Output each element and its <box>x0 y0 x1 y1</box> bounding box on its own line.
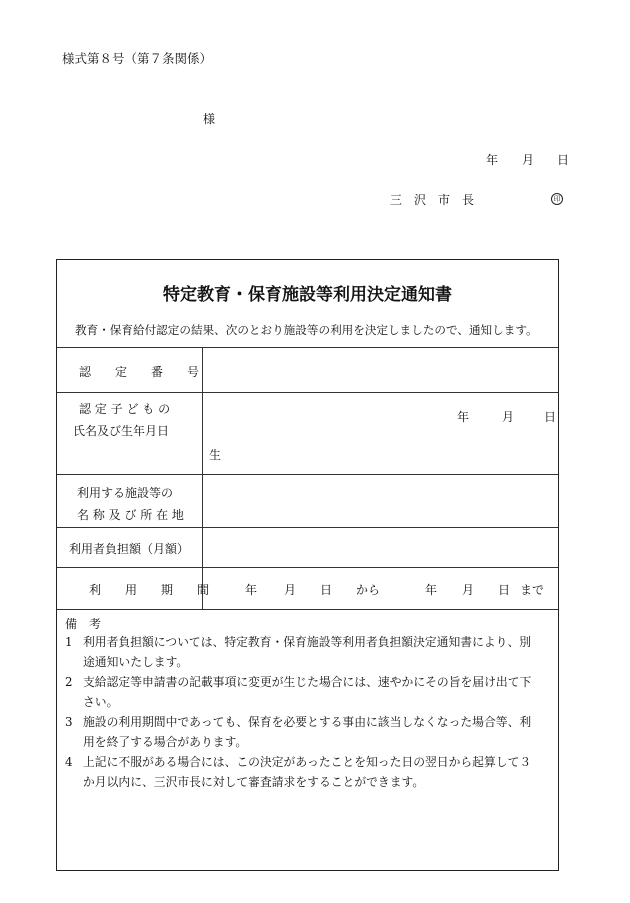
note-text: 利用者負担額については、特定教育・保育施設等利用者負担額決定通知書により、別 <box>83 635 532 649</box>
cert-number-field[interactable] <box>207 356 557 390</box>
divider <box>57 527 558 528</box>
note-number: 4 <box>65 755 73 769</box>
divider <box>57 347 558 348</box>
divider <box>57 609 558 610</box>
note-text: 施設の利用期間中であっても、保育を必要とする事由に該当しなくなった場合等、利 <box>83 715 532 729</box>
cert-number-label: 認 定 番 号 <box>79 365 200 379</box>
period-end-month: 月 <box>462 583 475 597</box>
form-intro: 教育・保育給付認定の結果、次のとおり施設等の利用を決定しましたので、通知します。 <box>75 323 538 337</box>
period-start-year: 年 <box>245 583 258 597</box>
divider <box>57 392 558 393</box>
note-item <box>65 672 555 712</box>
note-item <box>65 632 555 672</box>
note-text-cont: さい。 <box>83 695 119 709</box>
child-birth-suffix: 生 <box>209 448 222 462</box>
child-birth-day: 日 <box>544 410 557 424</box>
issue-date-month: 月 <box>522 153 535 167</box>
note-item <box>65 712 555 752</box>
period-end-day: 日 <box>498 583 511 597</box>
form-title: 特定教育・保育施設等利用決定通知書 <box>163 285 452 305</box>
seal-mark <box>551 191 563 205</box>
note-text: 上記に不服がある場合には、この決定があったことを知った日の翌日から起算して３ <box>83 755 532 769</box>
column-divider <box>202 347 203 609</box>
period-from: から <box>356 583 381 597</box>
divider <box>57 474 558 475</box>
note-text-cont: 途通知いたします。 <box>83 655 189 669</box>
fee-label: 利用者負担額（月額） <box>69 542 190 556</box>
child-label-line1: 認 定 子 ど も の <box>79 402 171 416</box>
seal-icon: 印 <box>551 193 563 205</box>
period-end-year: 年 <box>425 583 438 597</box>
facility-field[interactable] <box>207 480 557 522</box>
divider <box>57 567 558 568</box>
note-number: 2 <box>65 675 73 689</box>
form-number: 様式第８号（第７条関係） <box>62 51 213 66</box>
note-text: 支給認定等申請書の記載事項に変更が生じた場合には、速やかにその旨を届け出て下 <box>83 675 532 689</box>
notice-form <box>56 259 559 871</box>
period-start-month: 月 <box>284 583 297 597</box>
period-to: まで <box>520 583 545 597</box>
facility-label-line1: 利用する施設等の <box>77 486 174 500</box>
note-number: 3 <box>65 715 73 729</box>
issuer-name: 三 沢 市 長 <box>390 193 475 207</box>
issue-date-year: 年 <box>486 153 499 167</box>
child-label-line2: 氏名及び生年月日 <box>73 424 170 438</box>
note-text-cont: 用を終了する場合があります。 <box>83 735 248 749</box>
facility-label-line2: 名 称 及 び 所 在 地 <box>77 508 184 522</box>
period-label: 利 用 期 間 <box>89 583 210 597</box>
addressee-suffix: 様 <box>203 112 216 126</box>
child-birth-year: 年 <box>457 410 470 424</box>
fee-field[interactable] <box>207 532 557 564</box>
notes-title: 備 考 <box>65 617 102 631</box>
note-item <box>65 752 555 792</box>
child-birth-month: 月 <box>502 410 515 424</box>
period-start-day: 日 <box>320 583 333 597</box>
issue-date-day: 日 <box>557 153 570 167</box>
note-number: 1 <box>65 635 73 649</box>
note-text-cont: か月以内に、三沢市長に対して審査請求をすることができます。 <box>83 775 425 789</box>
